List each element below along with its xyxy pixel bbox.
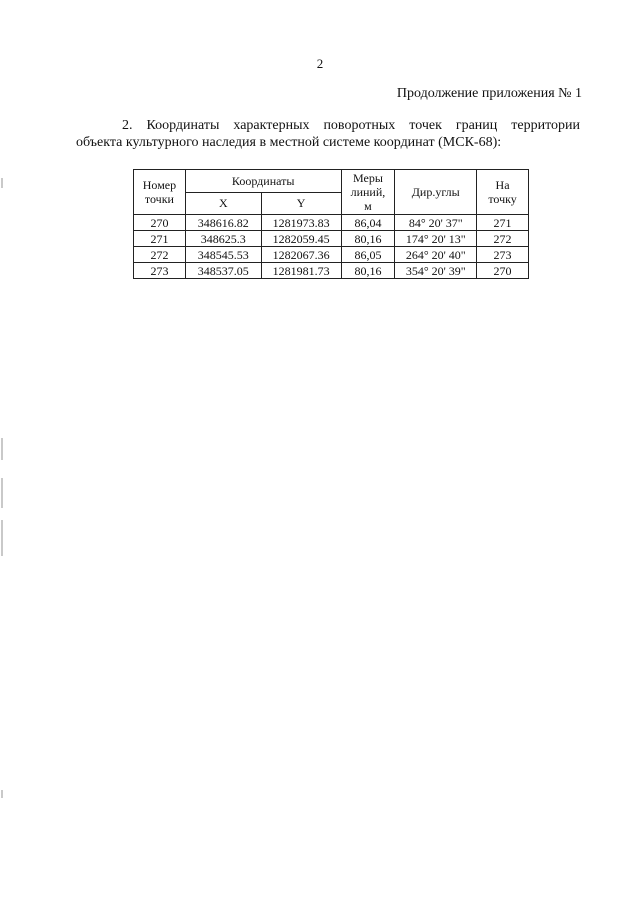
scan-mark <box>1 438 3 460</box>
header-to-point <box>477 170 529 215</box>
header-coordinates: Координаты <box>185 170 341 193</box>
page-number: 2 <box>316 56 324 71</box>
cell-x: 348537.05 <box>185 263 261 279</box>
cell-angle: 354° 20' 39" <box>395 263 477 279</box>
header-point-number <box>134 170 186 215</box>
cell-x: 348545.53 <box>185 247 261 263</box>
cell-angle: 264° 20' 40" <box>395 247 477 263</box>
table-header-row <box>134 170 529 193</box>
cell-point: 272 <box>134 247 186 263</box>
cell-y: 1282059.45 <box>261 231 341 247</box>
header-line-measures-line-2: линий, <box>350 185 386 199</box>
cell-angle: 174° 20' 13" <box>395 231 477 247</box>
table-row <box>134 215 529 231</box>
header-to-point-line-1: На <box>495 178 510 192</box>
cell-to-point: 272 <box>477 231 529 247</box>
scan-mark <box>1 178 3 188</box>
cell-point: 273 <box>134 263 186 279</box>
intro-line-2: объекта культурного наследия в местной системе координат (МСК-68): <box>76 135 502 150</box>
cell-y: 1282067.36 <box>261 247 341 263</box>
appendix-continuation-note: Продолжение приложения № 1 <box>396 86 582 101</box>
cell-length: 80,16 <box>341 263 395 279</box>
header-point-number-line-2: точки <box>144 192 174 206</box>
cell-point: 271 <box>134 231 186 247</box>
header-y: Y <box>261 192 341 215</box>
header-line-measures <box>341 170 395 215</box>
cell-length: 86,04 <box>341 215 395 231</box>
cell-y: 1281973.83 <box>261 215 341 231</box>
header-line-measures-line-1: Меры <box>352 171 383 185</box>
coordinates-table <box>133 169 529 279</box>
scan-mark <box>1 520 3 556</box>
table-row <box>134 231 529 247</box>
header-to-point-line-2: точку <box>488 192 517 206</box>
header-x: X <box>185 192 261 215</box>
cell-to-point: 273 <box>477 247 529 263</box>
header-direction-angles: Дир.углы <box>395 170 477 215</box>
scan-mark <box>1 790 3 798</box>
cell-to-point: 270 <box>477 263 529 279</box>
table-row <box>134 247 529 263</box>
cell-point: 270 <box>134 215 186 231</box>
cell-length: 86,05 <box>341 247 395 263</box>
table-row <box>134 263 529 279</box>
header-point-number-line-1: Номер <box>142 178 177 192</box>
intro-paragraph <box>76 117 580 151</box>
header-line-measures-line-3: м <box>364 199 372 213</box>
cell-x: 348625.3 <box>185 231 261 247</box>
cell-to-point: 271 <box>477 215 529 231</box>
cell-x: 348616.82 <box>185 215 261 231</box>
scan-mark <box>1 478 3 508</box>
cell-y: 1281981.73 <box>261 263 341 279</box>
cell-length: 80,16 <box>341 231 395 247</box>
cell-angle: 84° 20' 37" <box>395 215 477 231</box>
intro-line-1: 2. Координаты характерных поворотных точек границ территории <box>122 118 580 133</box>
